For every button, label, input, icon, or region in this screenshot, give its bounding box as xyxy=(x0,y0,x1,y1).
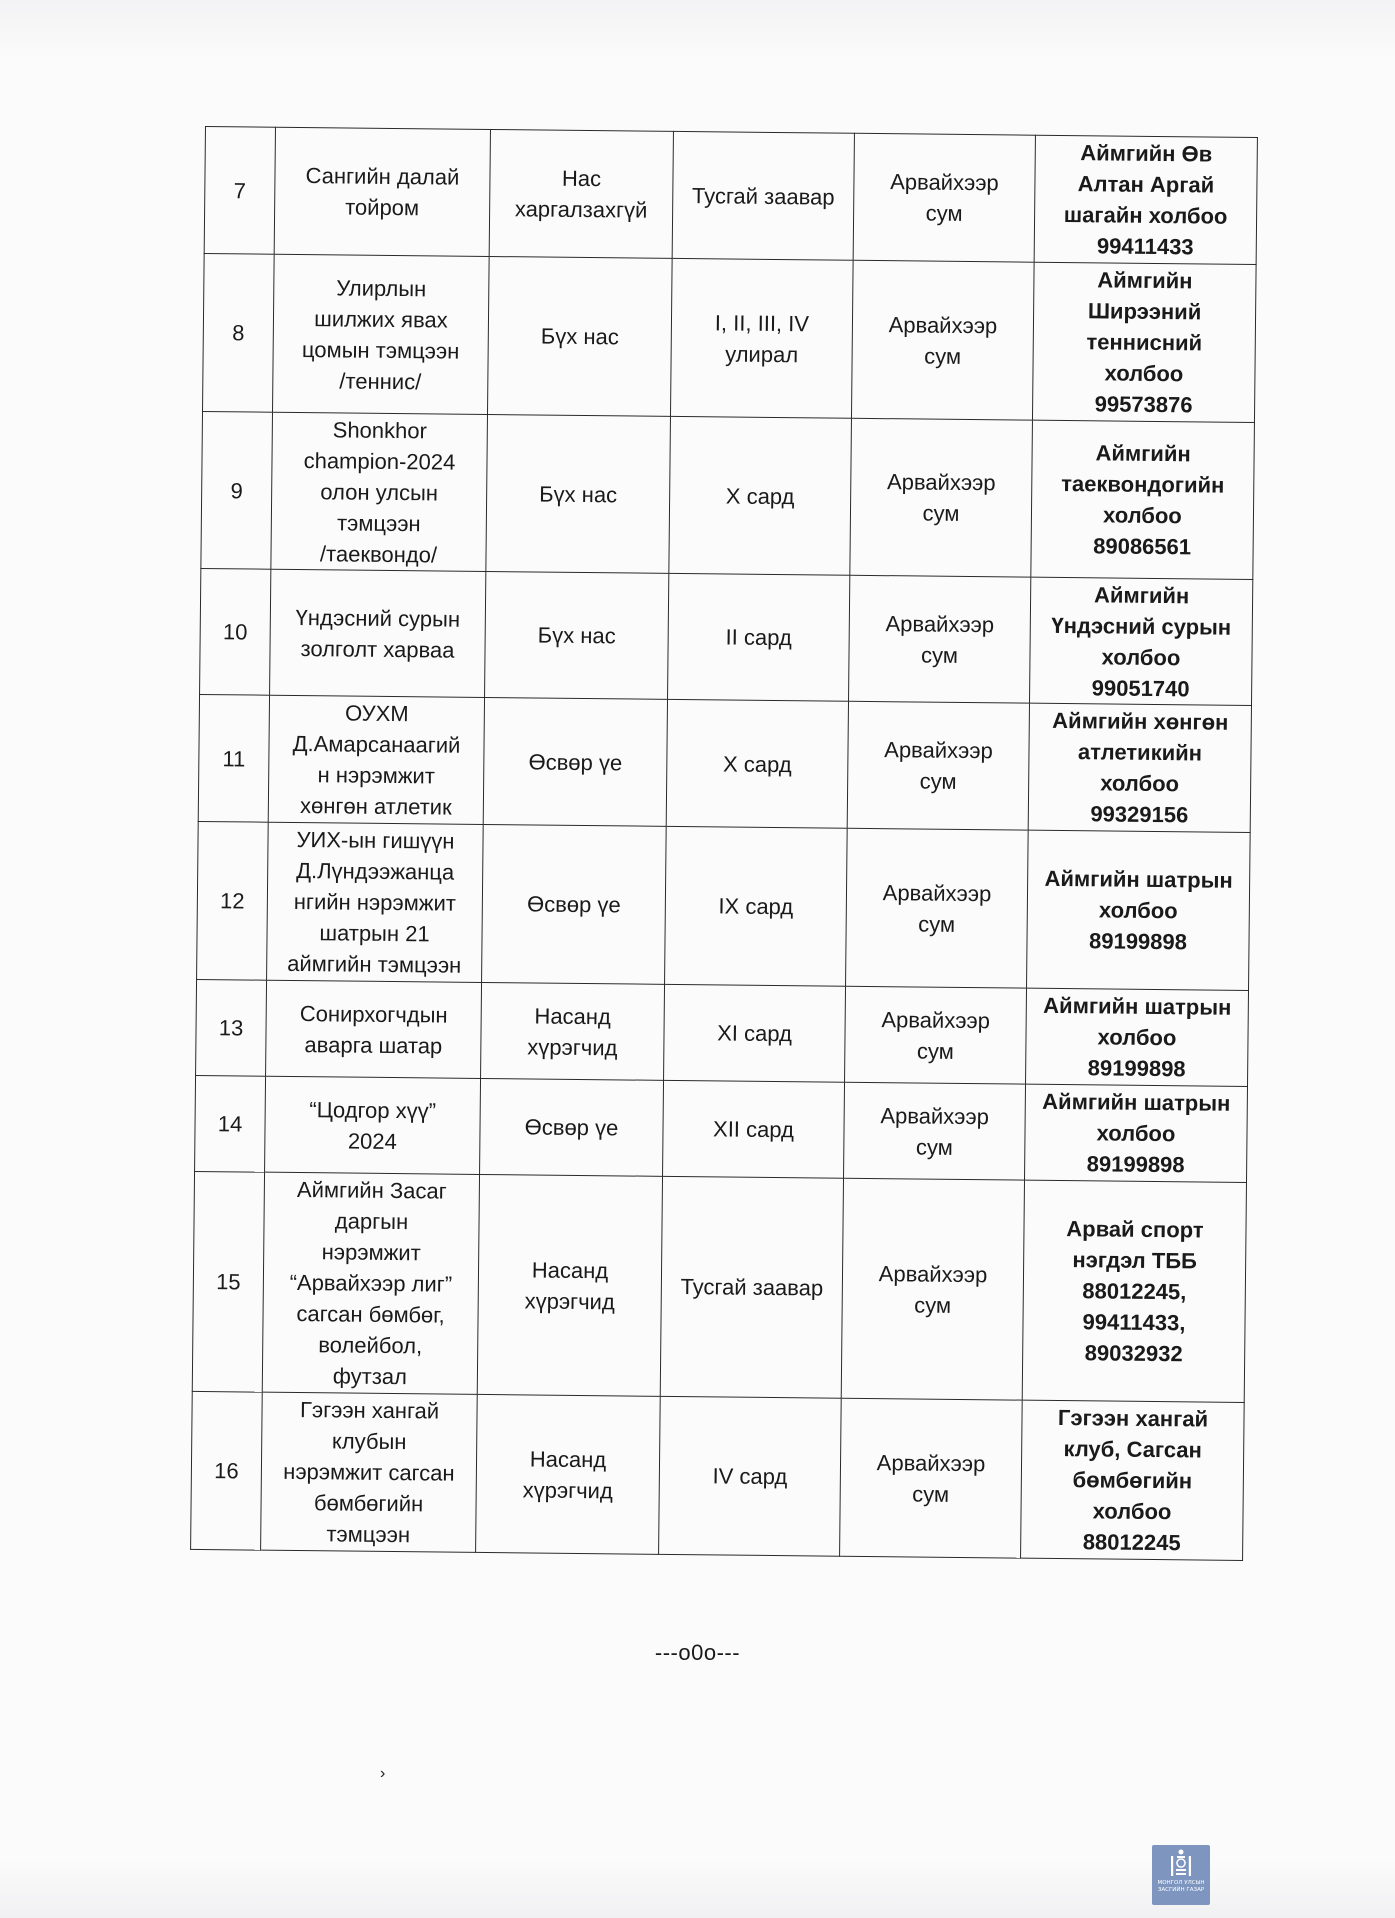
event-name: УИХ-ын гишүүн Д.Лүндээжанца нгийн нэрэмжит шатрын 21 аймгийн тэмцээн xyxy=(267,822,484,982)
age-group: Нас харгалзахгүй xyxy=(489,129,673,258)
table-row xyxy=(198,694,1251,832)
table-row xyxy=(200,568,1253,705)
table-row xyxy=(195,1075,1248,1182)
table-row xyxy=(201,411,1255,579)
organizer: Аймгийн хөнгөн атлетикийн холбоо 99329156 xyxy=(1028,703,1251,832)
event-name: Үндэсний сурын золголт харваа xyxy=(270,569,486,697)
event-time: IX сард xyxy=(665,826,848,986)
event-place: Арвайхээр сум xyxy=(853,133,1035,262)
organizer: Аймгийн шатрын холбоо 89199898 xyxy=(1026,988,1249,1086)
row-number: 16 xyxy=(191,1391,263,1550)
emblem-caption: МОНГОЛ УЛСЫН ЗАСГИЙН ГАЗАР xyxy=(1157,1880,1205,1893)
event-place: Арвайхээр сум xyxy=(851,260,1034,420)
organizer: Аймгийн Үндэсний сурын холбоо 99051740 xyxy=(1030,577,1253,705)
event-time: XI сард xyxy=(664,984,846,1082)
row-number: 9 xyxy=(201,411,273,569)
event-place: Арвайхээр сум xyxy=(841,1178,1024,1400)
row-number: 15 xyxy=(192,1171,264,1392)
event-name: Сангийн далай тойром xyxy=(274,127,490,256)
row-number: 7 xyxy=(204,127,275,255)
age-group: Насанд хүрэгчид xyxy=(481,982,665,1080)
event-name: Сонирхогчдын аварга шатар xyxy=(266,980,482,1078)
event-time: IV сард xyxy=(659,1396,842,1556)
row-number: 8 xyxy=(203,253,275,412)
event-place: Арвайхээр сум xyxy=(850,418,1033,577)
row-number: 11 xyxy=(198,694,269,822)
event-name: Аймгийн Засаг даргын нэрэмжит “Арвайхээр лиг” сагсан бөмбөг, волейбол, футзал xyxy=(262,1172,479,1394)
row-number: 10 xyxy=(200,568,271,695)
table-row xyxy=(191,1391,1245,1560)
age-group: Бүх нас xyxy=(485,571,669,699)
row-number: 14 xyxy=(195,1075,266,1172)
event-place: Арвайхээр сум xyxy=(849,575,1031,703)
table-row xyxy=(192,1171,1246,1402)
event-name: ОУХМ Д.Амарсанаагий н нэрэмжит хөнгөн атлетик xyxy=(268,695,484,824)
event-time: II сард xyxy=(668,573,850,701)
event-place: Арвайхээр сум xyxy=(840,1398,1023,1558)
age-group: Бүх нас xyxy=(486,414,671,573)
events-table-body xyxy=(191,127,1258,1561)
event-name: “Цодгор хүү” 2024 xyxy=(265,1076,481,1174)
event-name: Гэгээн хангай клубын нэрэмжит сагсан бөмбөгийн тэмцээн xyxy=(261,1392,478,1552)
organizer: Аймгийн шатрын холбоо 89199898 xyxy=(1027,830,1251,990)
event-time: I, II, III, IV улирал xyxy=(670,258,853,418)
table-row xyxy=(197,821,1251,990)
table-row xyxy=(203,253,1257,422)
scan-artifact-mark: › xyxy=(380,1765,386,1782)
age-group: Бүх нас xyxy=(487,256,672,416)
row-number: 13 xyxy=(196,979,267,1076)
age-group: Насанд хүрэгчид xyxy=(477,1174,662,1396)
event-place: Арвайхээр сум xyxy=(846,828,1029,988)
table-row xyxy=(196,979,1249,1086)
soyombo-icon xyxy=(1168,1848,1194,1878)
event-time: X сард xyxy=(666,699,848,828)
event-time: XII сард xyxy=(663,1080,845,1178)
event-place: Арвайхээр сум xyxy=(845,986,1027,1084)
event-place: Арвайхээр сум xyxy=(844,1082,1026,1180)
age-group: Өсвөр үе xyxy=(480,1078,664,1176)
events-table xyxy=(190,126,1258,1561)
age-group: Насанд хүрэгчид xyxy=(476,1394,661,1554)
organizer: Аймгийн таеквондогийн холбоо 89086561 xyxy=(1031,420,1255,579)
organizer: Гэгээн хангай клуб, Сагсан бөмбөгийн холбоо 88012245 xyxy=(1021,1400,1245,1560)
end-of-document-mark: ---o0o--- xyxy=(654,1640,741,1665)
event-time: X сард xyxy=(669,416,852,575)
organizer: Аймгийн Ширээний теннисний холбоо 99573876 xyxy=(1032,262,1256,422)
table-row xyxy=(204,127,1257,265)
event-name: Shonkhor champion-2024 олон улсын тэмцээн /таеквондо/ xyxy=(271,412,488,571)
age-group: Өсвөр үе xyxy=(482,824,667,984)
event-name: Улирлын шилжих явах цомын тэмцээн /теннис/ xyxy=(273,254,490,414)
organizer: Арвай спорт нэгдэл ТББ 88012245, 99411433, 89032932 xyxy=(1022,1180,1246,1402)
age-group: Өсвөр үе xyxy=(483,697,667,826)
event-time: Тусгай заавар xyxy=(672,131,854,260)
government-emblem-logo xyxy=(1152,1845,1210,1905)
organizer: Аймгийн шатрын холбоо 89199898 xyxy=(1025,1084,1248,1182)
organizer: Аймгийн Өв Алтан Аргай шагайн холбоо 99411433 xyxy=(1034,135,1257,264)
row-number: 12 xyxy=(197,821,269,980)
event-time: Тусгай заавар xyxy=(660,1176,843,1398)
event-place: Арвайхээр сум xyxy=(847,701,1029,830)
